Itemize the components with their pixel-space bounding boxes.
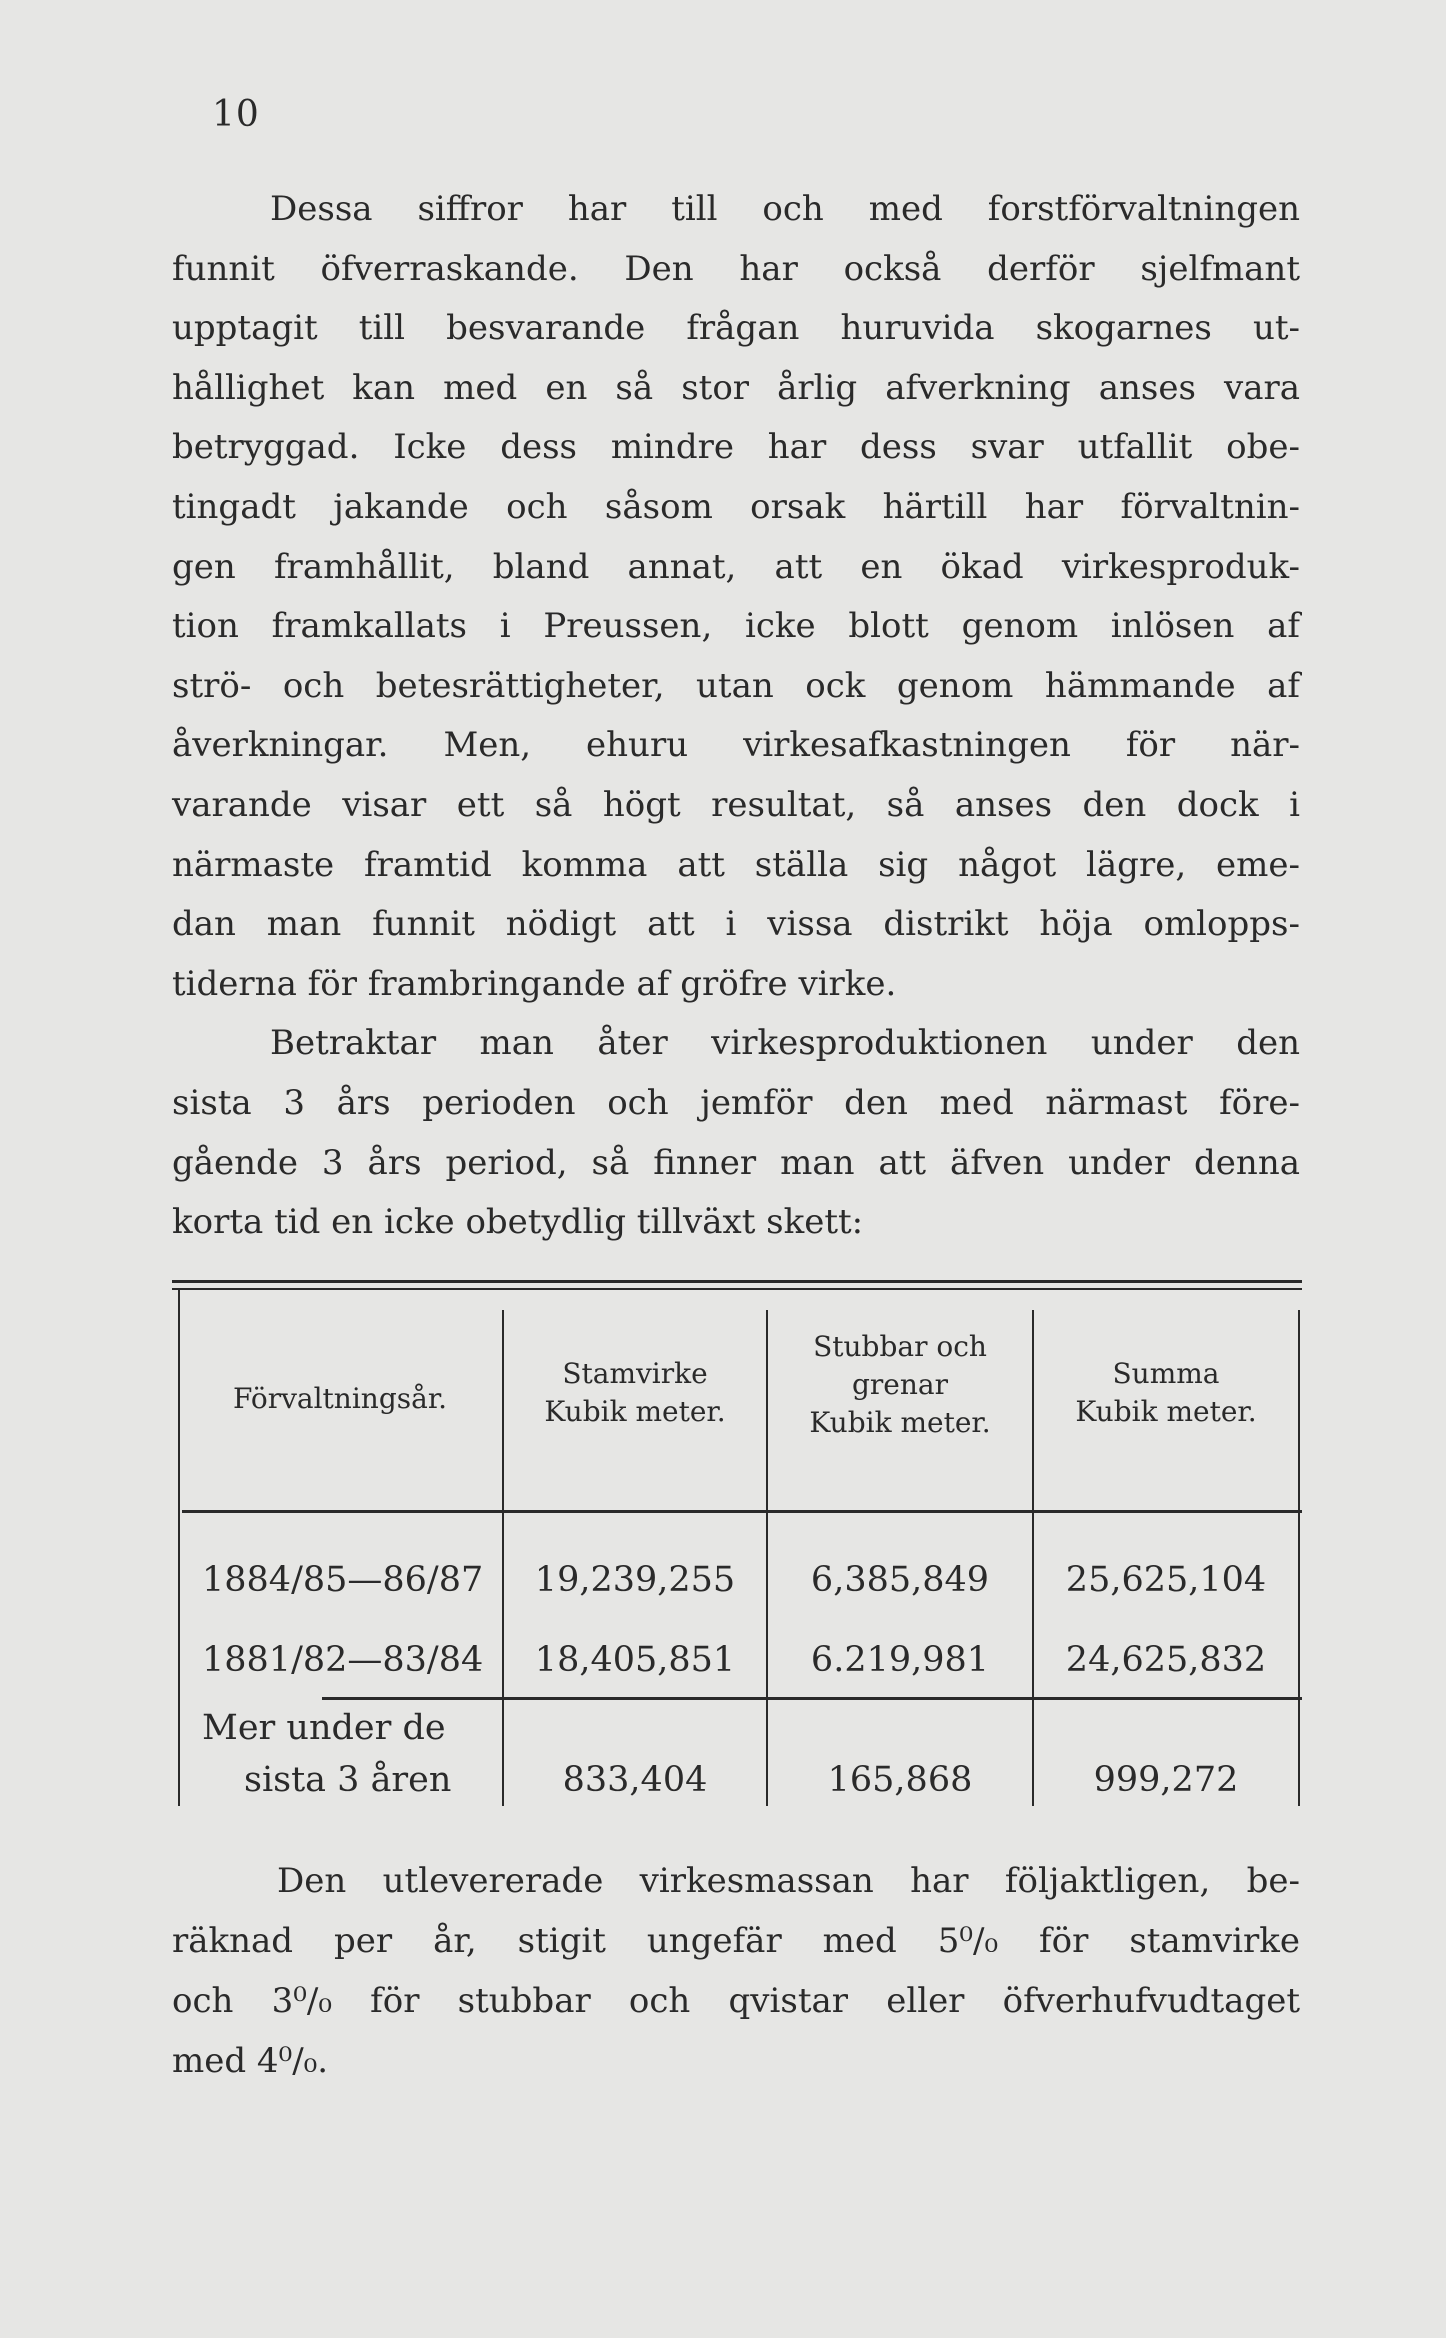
text-line: hållighet kan med en så stor årlig afverkning anses vara (172, 367, 1300, 408)
table-top-rule-thin (172, 1288, 1302, 1290)
body-text (172, 180, 1300, 1253)
page-number: 10 (212, 94, 260, 135)
percent-sign: ⁰/₀ (293, 1981, 332, 2021)
row-year: 1881/82—83/84 (202, 1640, 484, 1680)
row-summa: 24,625,832 (1065, 1640, 1267, 1680)
diff-rule (322, 1697, 1302, 1700)
text-line: sista 3 års perioden och jemför den med närmast före- (172, 1082, 1300, 1123)
header-text: Kubik meter. (544, 1395, 726, 1428)
row-stamvirke: 18,405,851 (534, 1640, 736, 1680)
text-line: dan man funnit nödigt att i vissa distrikt höja omlopps- (172, 904, 1300, 945)
paragraph-1 (172, 180, 1300, 1014)
text-run: . (317, 2041, 329, 2081)
diff-summa: 999,272 (1093, 1760, 1239, 1800)
header-text: grenar (852, 1368, 948, 1401)
table-top-rule (172, 1280, 1302, 1283)
text-run: för stamvirke (998, 1921, 1300, 1961)
text-line (172, 1971, 1300, 2031)
row-year: 1884/85—86/87 (202, 1560, 484, 1600)
text-line: betryggad. Icke dess mindre har dess svar utfallit obe- (172, 427, 1300, 468)
text-line: korta tid en icke obetydlig tillväxt skett: (172, 1202, 864, 1243)
text-line: varande visar ett så högt resultat, så anses den dock i (172, 784, 1300, 825)
header-stubbar (768, 1328, 1032, 1442)
text-line: funnit öfverraskande. Den har också derför sjelfmant (172, 248, 1300, 289)
diff-label-2: sista 3 åren (244, 1760, 452, 1800)
percent-sign: ⁰/₀ (959, 1921, 999, 1961)
diff-stamvirke: 833,404 (562, 1760, 708, 1800)
volume-table (172, 1280, 1302, 1806)
text-line: upptagit till besvarande frågan huruvida skogarnes ut- (172, 308, 1300, 349)
text-line: Betraktar man åter virkesproduktionen under den (270, 1023, 1300, 1064)
header-text: Kubik meter. (809, 1406, 991, 1439)
text-line: gående 3 års period, så finner man att äfven under denna (172, 1142, 1300, 1183)
table-vline (178, 1290, 180, 1806)
text-line (172, 1911, 1300, 1971)
row-stubbar: 6.219,981 (810, 1640, 990, 1680)
text-run: för stubbar och qvistar eller öfverhufvudtaget (331, 1981, 1301, 2021)
header-year: Förvaltningsår. (232, 1382, 448, 1415)
text-line: åverkningar. Men, ehuru virkesafkastningen för när- (172, 725, 1300, 766)
percent-sign: ⁰/₀ (278, 2041, 318, 2081)
header-summa (1034, 1355, 1298, 1431)
paragraph-3 (172, 1851, 1300, 2091)
header-text: Kubik meter. (1075, 1395, 1257, 1428)
diff-label-1: Mer under de (202, 1708, 446, 1748)
row-stamvirke: 19,239,255 (534, 1560, 736, 1600)
table-vline (1298, 1310, 1300, 1806)
diff-stubbar: 165,868 (827, 1760, 973, 1800)
text-line (172, 2031, 1300, 2091)
header-rule (182, 1510, 1302, 1513)
header-text: Stubbar och (813, 1330, 987, 1363)
row-summa: 25,625,104 (1065, 1560, 1267, 1600)
text-line: närmaste framtid komma att ställa sig något lägre, eme- (172, 844, 1300, 885)
text-line: Dessa siffror har till och med forstförvaltningen (270, 189, 1300, 229)
text-line: tiderna för frambringande af gröfre virke. (172, 963, 897, 1004)
row-stubbar: 6,385,849 (810, 1560, 990, 1600)
header-text: Stamvirke (562, 1357, 708, 1390)
text-run: och 3 (172, 1981, 294, 2021)
header-text: Summa (1112, 1357, 1220, 1390)
text-line: gen framhållit, bland annat, att en ökad virkesproduk- (172, 546, 1300, 587)
text-line: strö- och betesrättigheter, utan ock genom hämmande af (172, 665, 1300, 706)
header-stamvirke (504, 1355, 766, 1431)
text-line: tingadt jakande och såsom orsak härtill har förvaltnin- (172, 486, 1300, 527)
text-line: tion framkallats i Preussen, icke blott genom inlösen af (172, 606, 1300, 647)
text-run: med 4 (172, 2041, 279, 2081)
paragraph-2 (172, 1014, 1300, 1252)
text-line: Den utlevererade virkesmassan har följaktligen, be- (277, 1861, 1300, 1901)
text-run: räknad per år, stigit ungefär med 5 (172, 1921, 960, 1961)
